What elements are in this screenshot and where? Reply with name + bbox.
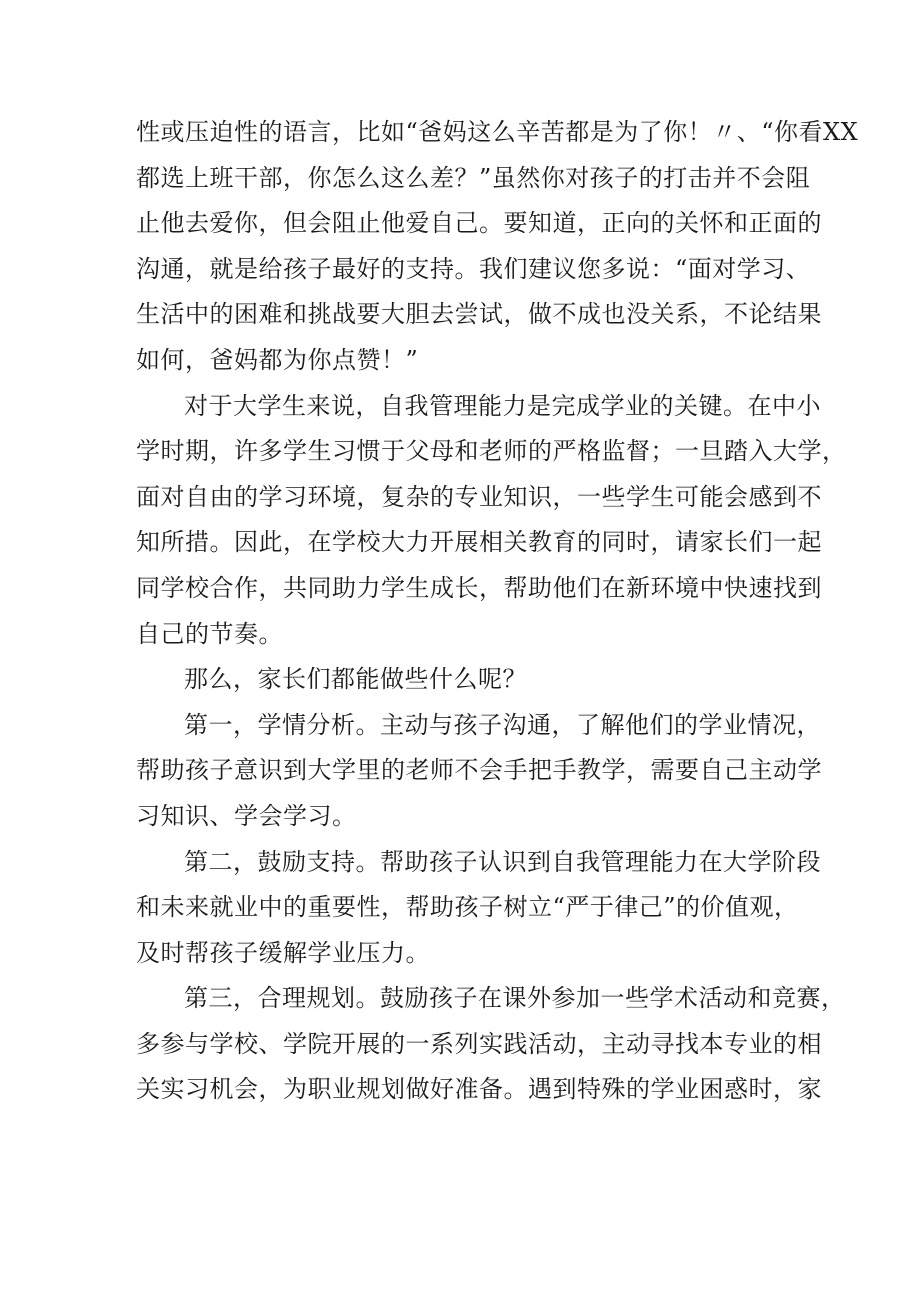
paragraph-line: 帮助孩子意识到大学里的老师不会手把手教学，需要自己主动学: [136, 756, 822, 785]
paragraph-line: 生活中的困难和挑战要大胆去尝试，做不成也没关系，不论结果: [136, 300, 822, 329]
paragraph-4: [136, 703, 822, 840]
paragraph-line: 自己的节奏。: [136, 619, 283, 648]
paragraph-line: 性或压迫性的语言，比如“爸妈这么辛苦都是为了你！〃、“你看XX: [136, 118, 859, 146]
paragraph-line: 习知识、学会学习。: [136, 801, 357, 830]
paragraph-line: 沟通，就是给孩子最好的支持。我们建议您多说：“面对学习、: [136, 254, 811, 283]
paragraph-line: 学时期，许多学生习惯于父母和老师的严格监督；一旦踏入大学，: [136, 437, 847, 466]
paragraph-2: [136, 384, 847, 658]
paragraph-line: 都选上班干部，你怎么这么差？”虽然你对孩子的打击并不会阻: [136, 163, 811, 192]
paragraph-line: 关实习机会，为职业规划做好准备。遇到特殊的学业困惑时，家: [136, 1075, 822, 1104]
paragraph-line: 第三，合理规划。鼓励孩子在课外参加一些学术活动和竞赛，: [184, 984, 846, 1013]
paragraph-line: 及时帮孩子缓解学业压力。: [136, 938, 430, 967]
paragraph-6: [136, 976, 846, 1113]
paragraph-line: 对于大学生来说，自我管理能力是完成学业的关键。在中小: [184, 391, 821, 420]
paragraph-line: 面对自由的学习环境，复杂的专业知识，一些学生可能会感到不: [136, 482, 822, 511]
paragraph-line: 如何，爸妈都为你点赞！”: [136, 345, 419, 374]
paragraph-line: 和未来就业中的重要性，帮助孩子树立“严于律己”的价值观，: [136, 893, 799, 922]
paragraph-1: [136, 110, 859, 384]
paragraph-line: 知所措。因此，在学校大力开展相关教育的同时，请家长们一起: [136, 528, 822, 557]
paragraph-3: [136, 657, 798, 703]
paragraph-line: 那么，家长们都能做些什么呢？: [184, 665, 527, 694]
paragraph-line: 同学校合作，共同助力学生成长，帮助他们在新环境中快速找到: [136, 573, 822, 602]
document-body: [136, 110, 859, 1113]
paragraph-line: 多参与学校、学院开展的一系列实践活动，主动寻找本专业的相: [136, 1029, 822, 1058]
paragraph-line: 第一，学情分析。主动与孩子沟通，了解他们的学业情况，: [184, 710, 821, 739]
paragraph-line: 第二，鼓励支持。帮助孩子认识到自我管理能力在大学阶段: [184, 847, 821, 876]
paragraph-5: [136, 840, 821, 977]
paragraph-line: 止他去爱你，但会阻止他爱自己。要知道，正向的关怀和正面的: [136, 209, 822, 238]
